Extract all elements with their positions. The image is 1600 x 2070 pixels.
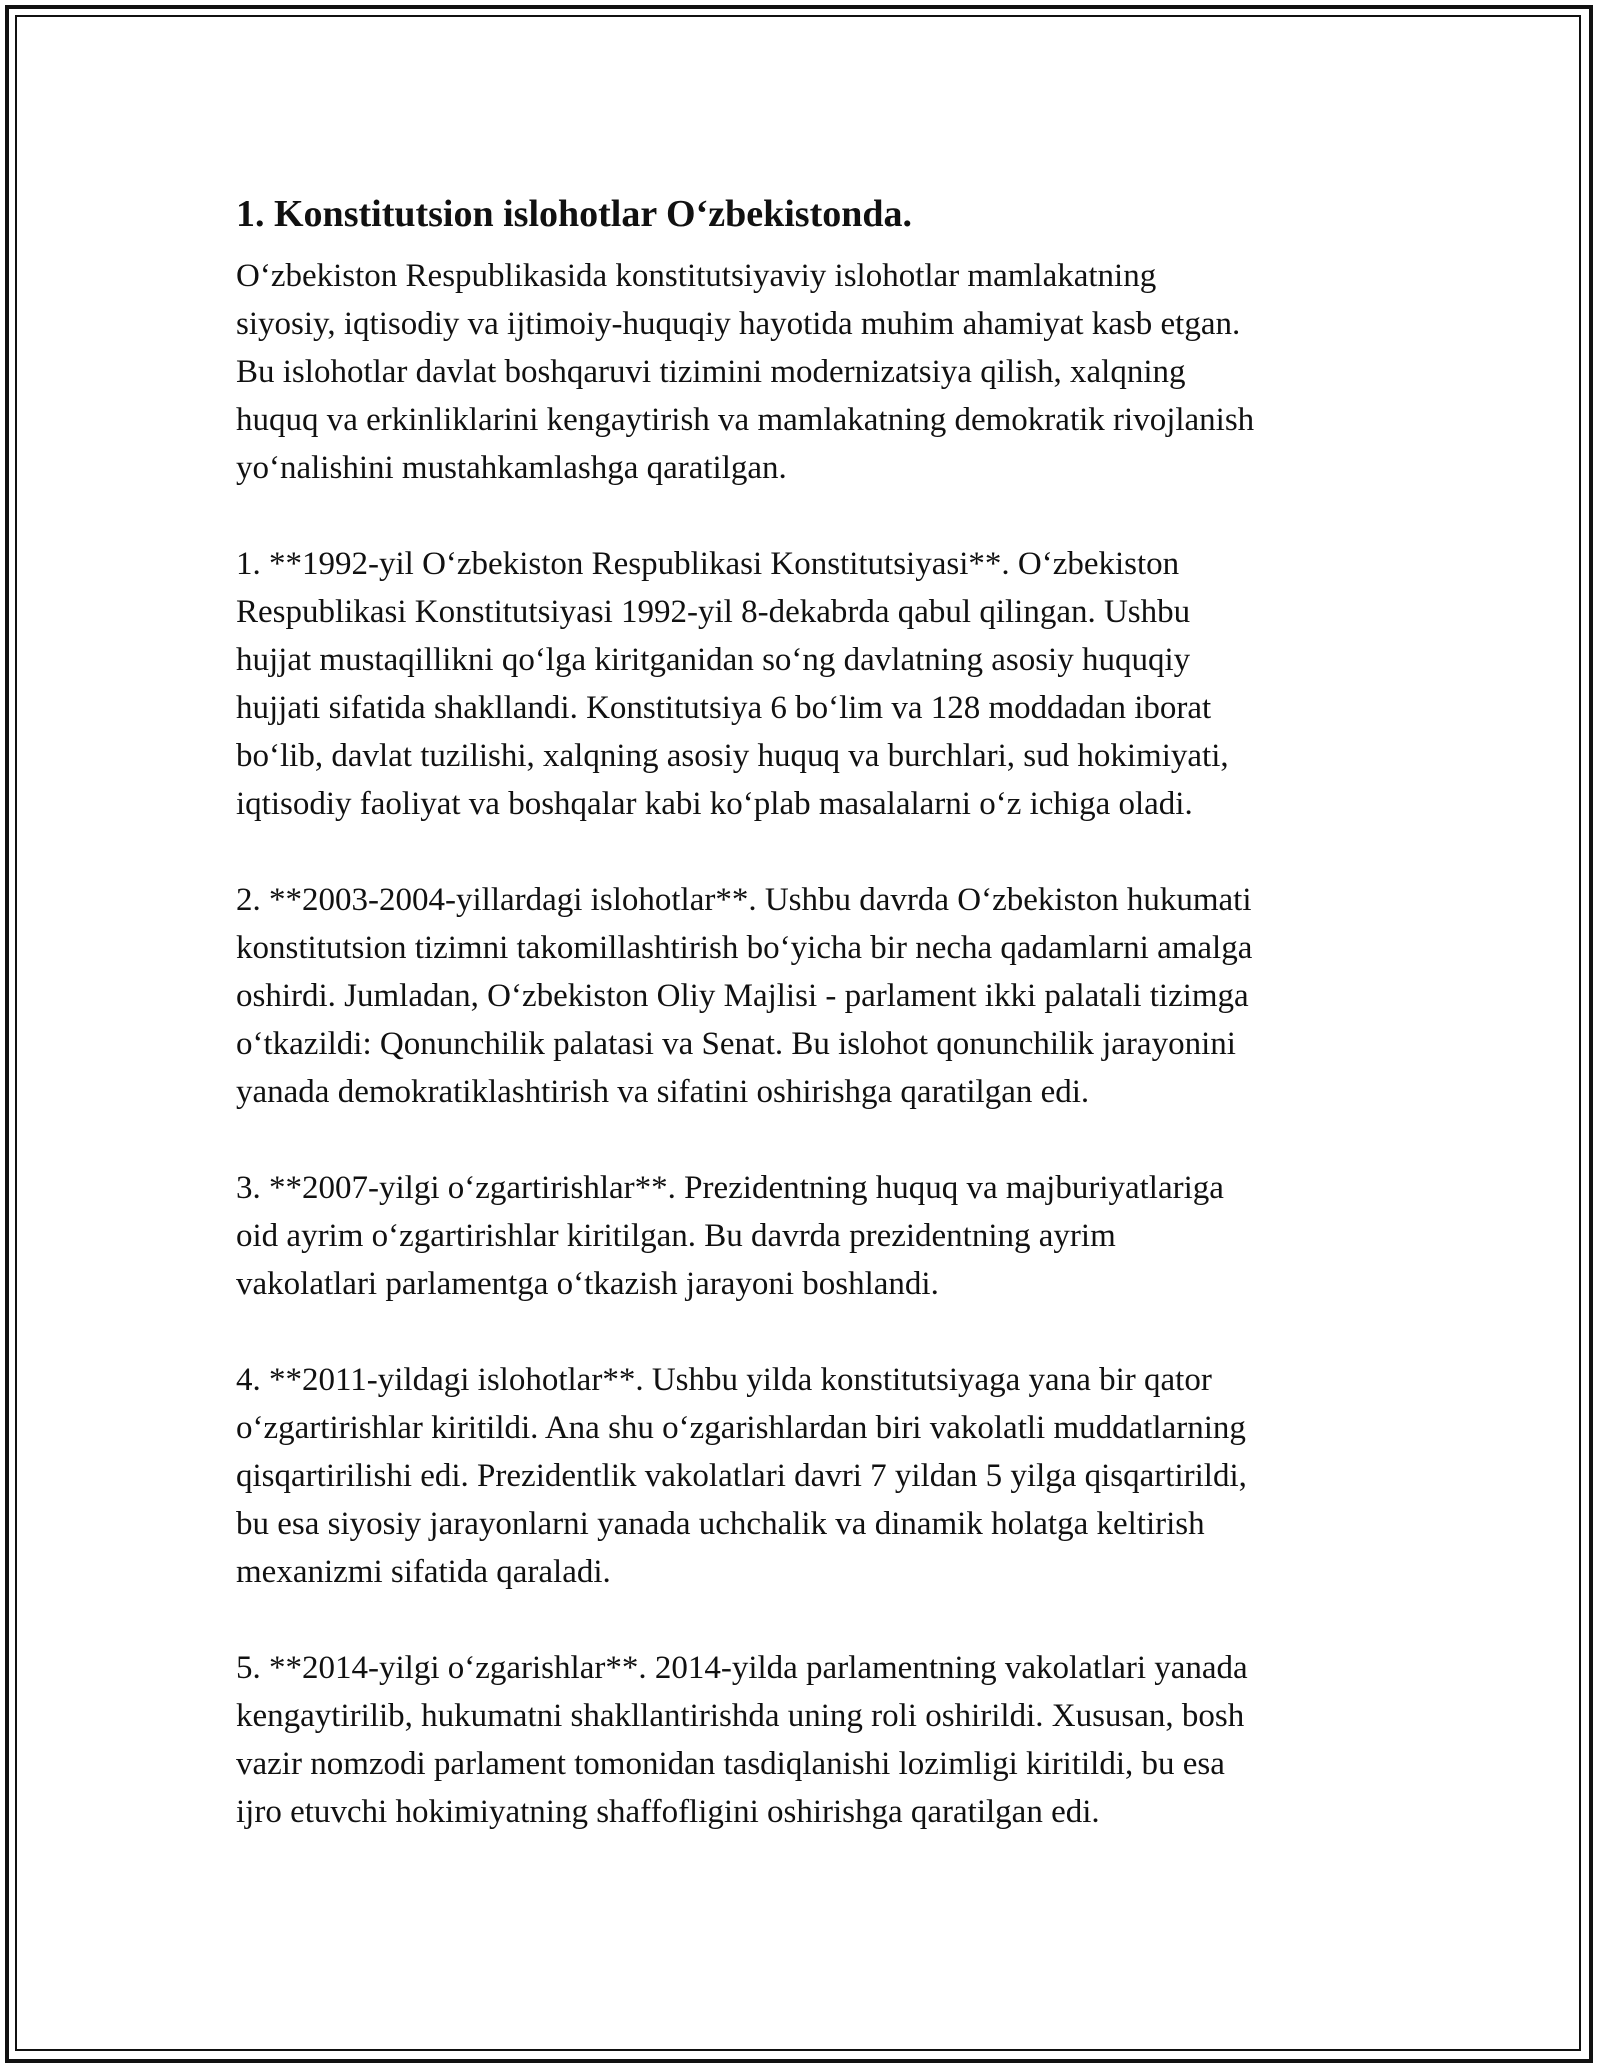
- paragraph-line: siyosiy, iqtisodiy va ijtimoiy-huquqiy hayotida muhim ahamiyat kasb etgan.: [236, 306, 1241, 342]
- paragraph-line: bu esa siyosiy jarayonlarni yanada uchchalik va dinamik holatga keltirish: [236, 1506, 1205, 1542]
- paragraph-line: Respublikasi Konstitutsiyasi 1992-yil 8-dekabrda qabul qilingan. Ushbu: [236, 594, 1191, 630]
- paragraph-line: hujjat mustaqillikni qo‘lga kiritganidan so‘ng davlatning asosiy huquqiy: [236, 642, 1191, 678]
- document-title: 1. Konstitutsion islohotlar O‘zbekistonda.: [236, 193, 913, 235]
- paragraph-line: 1. **1992-yil O‘zbekiston Respublikasi Konstitutsiyasi**. O‘zbekiston: [236, 546, 1180, 582]
- paragraph-line: bo‘lib, davlat tuzilishi, xalqning asosiy huquq va burchlari, sud hokimiyati,: [236, 738, 1229, 774]
- paragraph-line: o‘zgartirishlar kiritildi. Ana shu o‘zgarishlardan biri vakolatli muddatlarning: [236, 1410, 1246, 1446]
- document-page: [236, 186, 1386, 1884]
- paragraph-line: konstitutsion tizimni takomillashtirish bo‘yicha bir necha qadamlarni amalga: [236, 930, 1253, 966]
- paragraph-line: oid ayrim o‘zgartirishlar kiritilgan. Bu davrda prezidentning ayrim: [236, 1218, 1116, 1254]
- paragraph-line: kengaytirilib, hukumatni shakllantirishda uning roli oshirildi. Xususan, bosh: [236, 1698, 1245, 1734]
- paragraph: [236, 1164, 1386, 1308]
- paragraph-line: hujjati sifatida shakllandi. Konstitutsiya 6 bo‘lim va 128 moddadan iborat: [236, 690, 1212, 726]
- paragraph: [236, 540, 1386, 828]
- paragraph-line: Bu islohotlar davlat boshqaruvi tizimini modernizatsiya qilish, xalqning: [236, 354, 1186, 390]
- paragraph-line: iqtisodiy faoliyat va boshqalar kabi ko‘plab masalalarni o‘z ichiga oladi.: [236, 786, 1193, 822]
- document-body: [236, 252, 1386, 1836]
- paragraph: [236, 252, 1386, 492]
- paragraph-line: huquq va erkinliklarini kengaytirish va mamlakatning demokratik rivojlanish: [236, 402, 1255, 438]
- paragraph-line: O‘zbekiston Respublikasida konstitutsiyaviy islohotlar mamlakatning: [236, 258, 1157, 294]
- paragraph-line: vazir nomzodi parlament tomonidan tasdiqlanishi lozimligi kiritildi, bu esa: [236, 1746, 1225, 1782]
- paragraph-line: vakolatlari parlamentga o‘tkazish jarayoni boshlandi.: [236, 1266, 939, 1302]
- paragraph-line: 3. **2007-yilgi o‘zgartirishlar**. Prezidentning huquq va majburiyatlariga: [236, 1170, 1224, 1206]
- paragraph-line: 2. **2003-2004-yillardagi islohotlar**. Ushbu davrda O‘zbekiston hukumati: [236, 882, 1252, 918]
- paragraph: [236, 1356, 1386, 1596]
- paragraph: [236, 876, 1386, 1116]
- paragraph-line: 4. **2011-yildagi islohotlar**. Ushbu yilda konstitutsiyaga yana bir qator: [236, 1362, 1212, 1398]
- paragraph-line: qisqartirilishi edi. Prezidentlik vakolatlari davri 7 yildan 5 yilga qisqartirildi,: [236, 1458, 1247, 1494]
- paragraph-line: 5. **2014-yilgi o‘zgarishlar**. 2014-yilda parlamentning vakolatlari yanada: [236, 1650, 1248, 1686]
- paragraph-line: o‘tkazildi: Qonunchilik palatasi va Senat. Bu islohot qonunchilik jarayonini: [236, 1026, 1236, 1062]
- paragraph-line: mexanizmi sifatida qaraladi.: [236, 1554, 611, 1590]
- paragraph-line: ijro etuvchi hokimiyatning shaffofligini oshirishga qaratilgan edi.: [236, 1794, 1100, 1830]
- paragraph-line: oshirdi. Jumladan, O‘zbekiston Oliy Majlisi - parlament ikki palatali tizimga: [236, 978, 1249, 1014]
- paragraph-line: yo‘nalishini mustahkamlashga qaratilgan.: [236, 450, 787, 486]
- paragraph: [236, 1644, 1386, 1836]
- paragraph-line: yanada demokratiklashtirish va sifatini oshirishga qaratilgan edi.: [236, 1074, 1090, 1110]
